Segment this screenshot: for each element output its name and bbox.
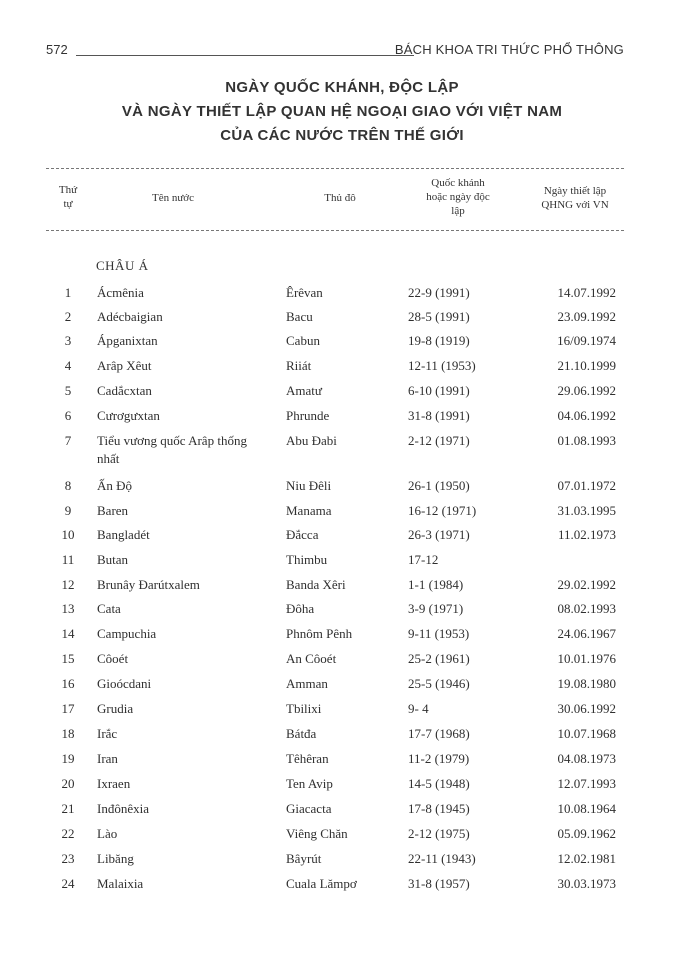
- country-name: Adécbaigian: [97, 309, 163, 324]
- country-name: Cadắcxtan: [97, 383, 152, 398]
- title-line-1: NGÀY QUỐC KHÁNH, ĐỘC LẬP: [225, 79, 459, 96]
- national-day: 6-10 (1991): [408, 383, 470, 398]
- country-name: Arâp Xêut: [97, 358, 152, 373]
- row-number: 2: [64, 309, 72, 324]
- relation-date: 07.01.1972: [557, 478, 616, 493]
- country-name: Ápganixtan: [97, 333, 158, 348]
- country-name: Irắc: [97, 726, 118, 741]
- row-number: 11: [61, 552, 75, 567]
- relation-date: 10.08.1964: [557, 801, 616, 816]
- relation-date: 12.02.1981: [557, 851, 616, 866]
- capital-name: Banda Xêri: [286, 577, 346, 592]
- country-name: Brunây Đarútxalem: [97, 577, 200, 592]
- relation-date: 08.02.1993: [557, 601, 616, 616]
- national-day: 12-11 (1953): [408, 358, 476, 373]
- country-name: Bangladét: [97, 527, 150, 542]
- country-name: Gioócdani: [97, 676, 152, 691]
- header-country: Tên nước: [151, 192, 194, 204]
- capital-name: Manama: [286, 503, 332, 518]
- table-header-rule: [46, 230, 624, 231]
- country-name: Ácmênia: [97, 285, 144, 300]
- row-number: 24: [61, 876, 75, 891]
- national-day: 28-5 (1991): [408, 309, 470, 324]
- header-order: Thứ tự: [58, 184, 78, 210]
- row-number: 3: [64, 333, 72, 348]
- relation-date: 10.07.1968: [557, 726, 616, 741]
- country-name: Butan: [97, 552, 129, 567]
- country-name: Inđônêxia: [97, 801, 149, 816]
- relation-date: 23.09.1992: [557, 309, 616, 324]
- page-title: [0, 76, 684, 148]
- country-name: Tiểu vương quốc Arâp thống nhất: [97, 433, 247, 466]
- capital-name: Abu Đabi: [286, 433, 337, 448]
- row-number: 12: [61, 577, 75, 592]
- national-day: 26-3 (1971): [408, 527, 470, 542]
- relation-date: 29.06.1992: [557, 383, 616, 398]
- national-day: 22-11 (1943): [408, 851, 476, 866]
- national-day: 14-5 (1948): [408, 776, 470, 791]
- country-name: Libăng: [97, 851, 134, 866]
- capital-name: Êrêvan: [286, 285, 323, 300]
- national-day: 25-2 (1961): [408, 651, 470, 666]
- capital-name: Cuala Lămpơ: [286, 876, 357, 891]
- country-name: Ixraen: [97, 776, 131, 791]
- capital-name: Đôha: [286, 601, 315, 616]
- national-day: 26-1 (1950): [408, 478, 470, 493]
- capital-name: Niu Đêli: [286, 478, 332, 493]
- row-number: 16: [61, 676, 75, 691]
- relation-date: 01.08.1993: [557, 433, 616, 448]
- row-number: 7: [64, 433, 72, 448]
- national-day: 17-8 (1945): [408, 801, 470, 816]
- row-number: 4: [64, 358, 72, 373]
- row-number: 8: [64, 478, 72, 493]
- row-number: 6: [64, 408, 72, 423]
- capital-name: Ten Avip: [286, 776, 333, 791]
- national-day: 2-12 (1971): [408, 433, 470, 448]
- capital-name: Giacacta: [286, 801, 332, 816]
- table-top-rule: [46, 168, 624, 169]
- country-name: Grudia: [97, 701, 134, 716]
- relation-date: 04.06.1992: [557, 408, 616, 423]
- capital-name: Riiát: [286, 358, 312, 373]
- national-day: 1-1 (1984): [408, 577, 464, 592]
- title-line-3: CỦA CÁC NƯỚC TRÊN THẾ GIỚI: [220, 127, 464, 144]
- country-name: Baren: [97, 503, 129, 518]
- capital-name: Tbilixi: [286, 701, 322, 716]
- national-day: 31-8 (1991): [408, 408, 470, 423]
- capital-name: Têhêran: [286, 751, 329, 766]
- country-name: Ấn Độ: [97, 478, 133, 493]
- relation-date: 04.08.1973: [557, 751, 616, 766]
- country-name: Côoét: [97, 651, 129, 666]
- national-day: 25-5 (1946): [408, 676, 470, 691]
- relation-date: 30.06.1992: [557, 701, 616, 716]
- header-capital: Thủ đô: [324, 192, 356, 204]
- national-day: 9- 4: [408, 701, 429, 716]
- capital-name: Amatư: [286, 383, 322, 398]
- row-number: 17: [61, 701, 75, 716]
- national-day: 16-12 (1971): [408, 503, 477, 518]
- book-title: BÁCH KHOA TRI THỨC PHỔ THÔNG: [394, 42, 624, 57]
- running-header: [46, 42, 624, 62]
- national-day: 11-2 (1979): [408, 751, 470, 766]
- relation-date: 29.02.1992: [557, 577, 616, 592]
- capital-name: Đắcca: [286, 527, 319, 542]
- row-number: 21: [61, 801, 75, 816]
- title-line-2: VÀ NGÀY THIẾT LẬP QUAN HỆ NGOẠI GIAO VỚI VIỆT NAM: [121, 103, 563, 120]
- country-name: Cưrơgưxtan: [97, 408, 160, 423]
- row-number: 15: [61, 651, 75, 666]
- national-day: 3-9 (1971): [408, 601, 464, 616]
- relation-date: 24.06.1967: [557, 626, 616, 641]
- row-number: 23: [61, 851, 75, 866]
- relation-date: 12.07.1993: [557, 776, 616, 791]
- country-name: Campuchia: [97, 626, 157, 641]
- relation-date: 14.07.1992: [557, 285, 616, 300]
- country-name: Cata: [97, 601, 121, 616]
- relation-date: 11.02.1973: [557, 527, 616, 542]
- page-number: 572: [46, 42, 68, 57]
- row-number: 22: [61, 826, 75, 841]
- row-number: 5: [64, 383, 72, 398]
- relation-date: 10.01.1976: [557, 651, 616, 666]
- row-number: 19: [61, 751, 75, 766]
- national-day: 17-12: [408, 552, 439, 567]
- relation-date: 16/09.1974: [557, 333, 616, 348]
- section-heading-asia: CHÂU Á: [96, 258, 149, 273]
- relation-date: 19.08.1980: [557, 676, 616, 691]
- relation-date: 31.03.1995: [557, 503, 616, 518]
- capital-name: Bátđa: [286, 726, 317, 741]
- capital-name: Bacu: [286, 309, 313, 324]
- capital-name: Viêng Chăn: [286, 826, 348, 841]
- national-day: 17-7 (1968): [408, 726, 470, 741]
- national-day: 9-11 (1953): [408, 626, 470, 641]
- capital-name: Phnôm Pênh: [286, 626, 353, 641]
- national-day: 2-12 (1975): [408, 826, 470, 841]
- national-day: 19-8 (1919): [408, 333, 470, 348]
- national-day: 31-8 (1957): [408, 876, 470, 891]
- national-day: 22-9 (1991): [408, 285, 470, 300]
- capital-name: An Côoét: [286, 651, 337, 666]
- row-number: 10: [61, 527, 75, 542]
- header-rule: [76, 55, 414, 56]
- capital-name: Phrunde: [286, 408, 330, 423]
- row-number: 20: [61, 776, 75, 791]
- row-number: 14: [61, 626, 75, 641]
- capital-name: Thimbu: [286, 552, 328, 567]
- row-number: 9: [64, 503, 72, 518]
- header-national-day: Quốc khánh hoặc ngày độc lập: [426, 177, 490, 217]
- row-number: 13: [61, 601, 75, 616]
- country-name: Malaixia: [97, 876, 144, 891]
- country-name: Lào: [97, 826, 118, 841]
- country-name: Iran: [97, 751, 118, 766]
- row-number: 1: [64, 285, 72, 300]
- capital-name: Amman: [286, 676, 328, 691]
- header-relation-date: Ngày thiết lập QHNG với VN: [541, 185, 609, 211]
- relation-date: 05.09.1962: [557, 826, 616, 841]
- relation-date: 30.03.1973: [557, 876, 616, 891]
- capital-name: Cabun: [286, 333, 320, 348]
- relation-date: 21.10.1999: [557, 358, 616, 373]
- capital-name: Bâyrút: [286, 851, 322, 866]
- row-number: 18: [61, 726, 75, 741]
